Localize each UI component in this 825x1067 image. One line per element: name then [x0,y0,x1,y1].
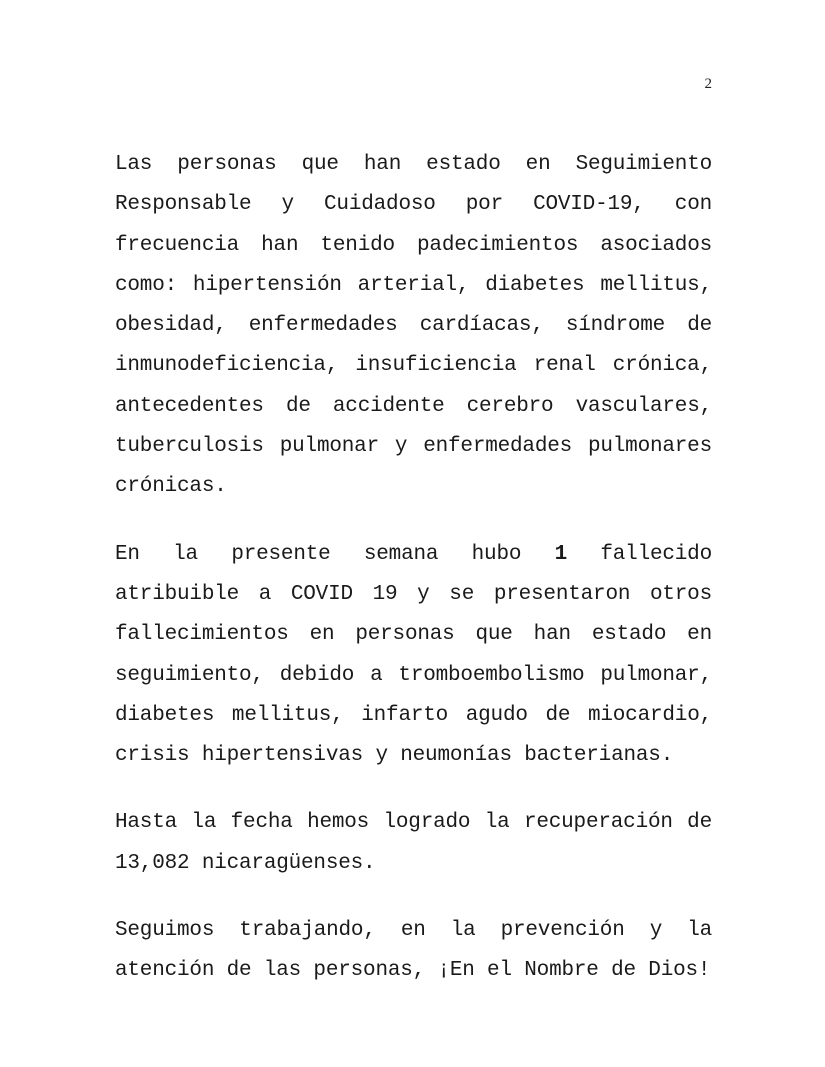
paragraph-closing: Seguimos trabajando, en la prevención y la atención de las personas, ¡En el Nombre de Dios! [115,919,712,983]
deaths-count: 1 [554,542,568,566]
paragraph-deaths [115,535,712,777]
paragraph-recoveries: Hasta la fecha hemos logrado la recuperación de 13,082 nicaragüenses. [115,811,712,875]
deaths-text-after: fallecido atribuible a COVID 19 y se presentaron otros fallecimientos en personas que han estado en seguimiento, debido a tromboembolismo pulmonar, diabetes mellitus, infarto agudo de miocardio, crisis hipertensivas y neumonías bacterianas. [115,542,712,768]
page-number: 2 [704,76,712,92]
paragraph-comorbidities: Las personas que han estado en Seguimiento Responsable y Cuidadoso por COVID-19, con frecuencia han tenido padecimientos asociados como: hipertensión arterial, diabetes mellitus, obesidad, enfermedades cardíacas, síndrome de inmunodeficiencia, insuficiencia renal crónica, antecedentes de accidente cerebro vasculares, tuberculosis pulmonar y enfermedades pulmonares crónicas. [115,153,712,499]
document-body [115,145,712,1019]
deaths-text-before: En la presente semana hubo [115,542,555,566]
